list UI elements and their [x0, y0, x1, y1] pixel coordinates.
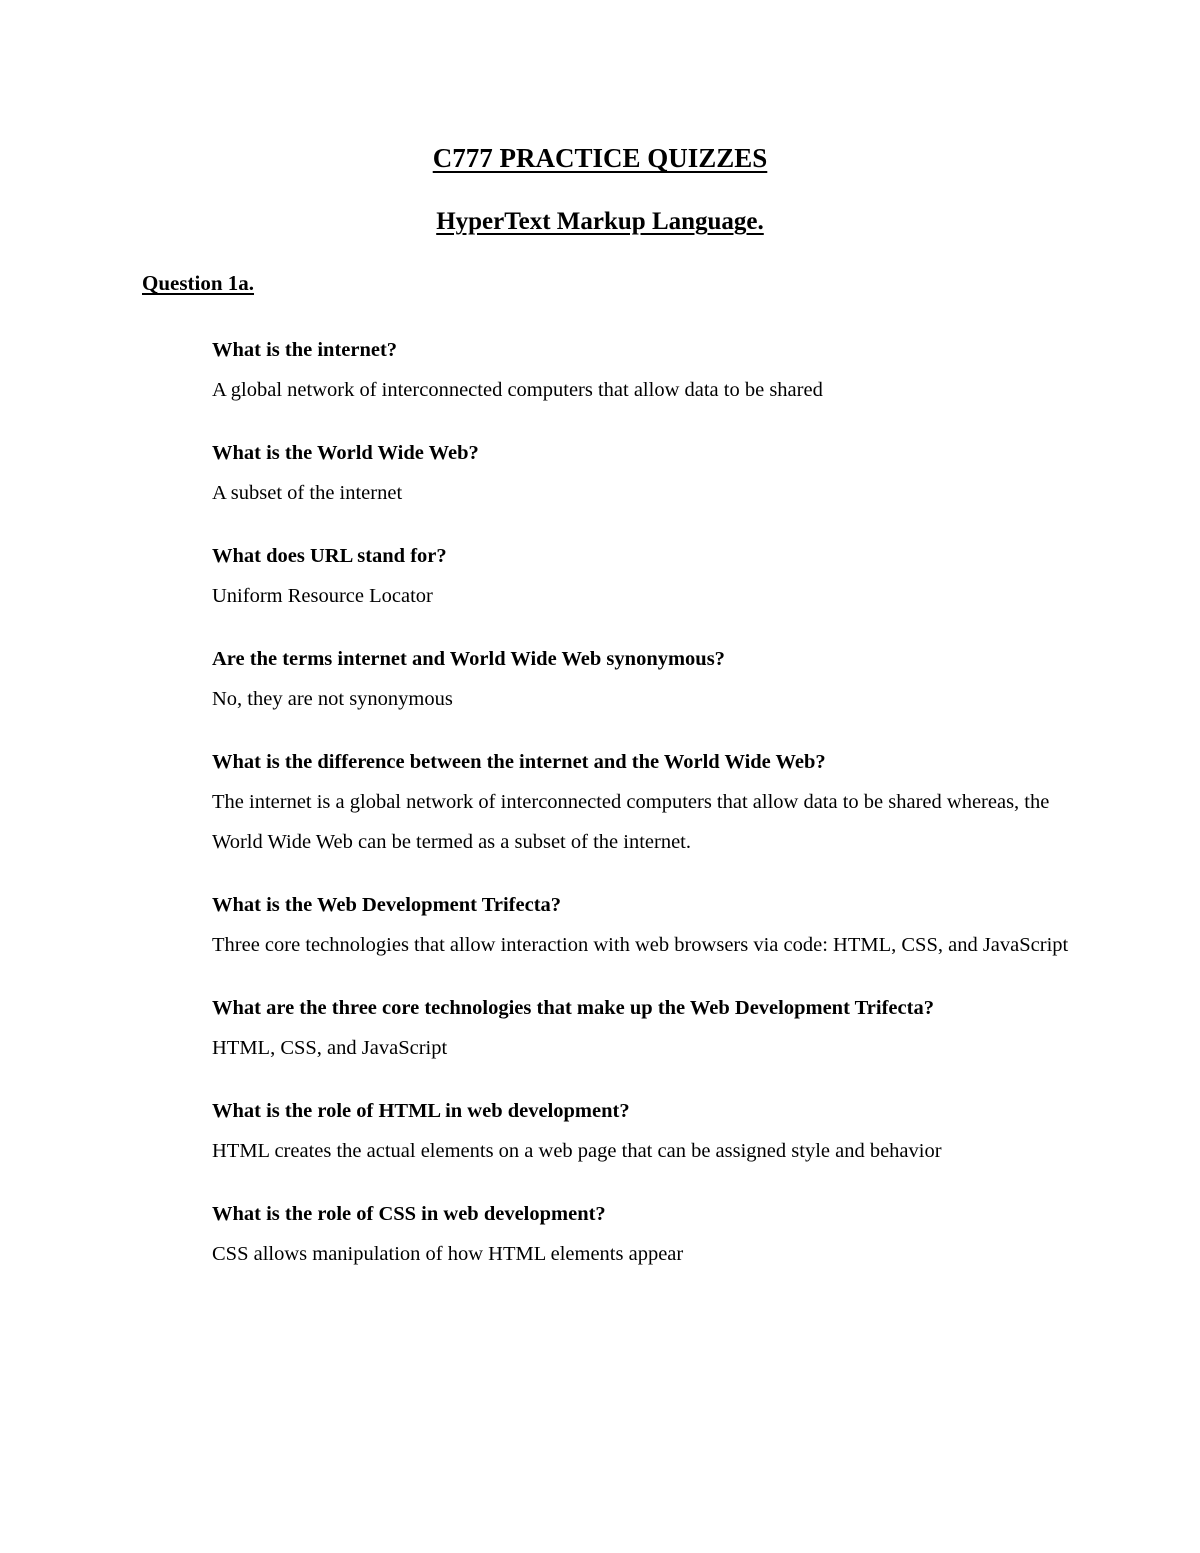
question-text: What are the three core technologies that make up the Web Development Trifecta? [212, 997, 934, 1019]
qa-item [212, 335, 1092, 410]
answer-text: Uniform Resource Locator [212, 585, 433, 607]
answer-text: A subset of the internet [212, 482, 403, 504]
answer-text: The internet is a global network of interconnected computers that allow data to be shared whereas, the World Wide Web can be termed as a subset of the internet. [212, 791, 1050, 853]
page-title: C777 PRACTICE QUIZZES [432, 143, 768, 173]
question-text: What is the Web Development Trifecta? [212, 894, 562, 916]
question-text: What is the difference between the internet and the World Wide Web? [212, 751, 826, 773]
section-heading: Question 1a. [142, 271, 255, 295]
answer-text: Three core technologies that allow interaction with web browsers via code: HTML, CSS, and JavaScript [212, 934, 1069, 956]
question-text: What is the role of HTML in web development? [212, 1100, 630, 1122]
qa-item [212, 1096, 1092, 1171]
page-subtitle: HyperText Markup Language. [436, 208, 764, 235]
answer-text: HTML creates the actual elements on a web page that can be assigned style and behavior [212, 1140, 942, 1162]
qa-item [212, 747, 1092, 862]
answer-text: No, they are not synonymous [212, 688, 453, 710]
qa-item [212, 993, 1092, 1068]
answer-text: A global network of interconnected computers that allow data to be shared [212, 379, 823, 401]
answer-text: CSS allows manipulation of how HTML elements appear [212, 1243, 684, 1265]
qa-item [212, 890, 1092, 965]
qa-item [212, 438, 1092, 513]
qa-item [212, 644, 1092, 719]
question-text: What is the internet? [212, 339, 398, 361]
question-text: What is the role of CSS in web development? [212, 1203, 606, 1225]
qa-list [212, 335, 1092, 1302]
qa-item [212, 541, 1092, 616]
question-text: What does URL stand for? [212, 545, 447, 567]
question-text: Are the terms internet and World Wide Web synonymous? [212, 648, 725, 670]
answer-text: HTML, CSS, and JavaScript [212, 1037, 448, 1059]
question-text: What is the World Wide Web? [212, 442, 479, 464]
qa-item [212, 1199, 1092, 1274]
